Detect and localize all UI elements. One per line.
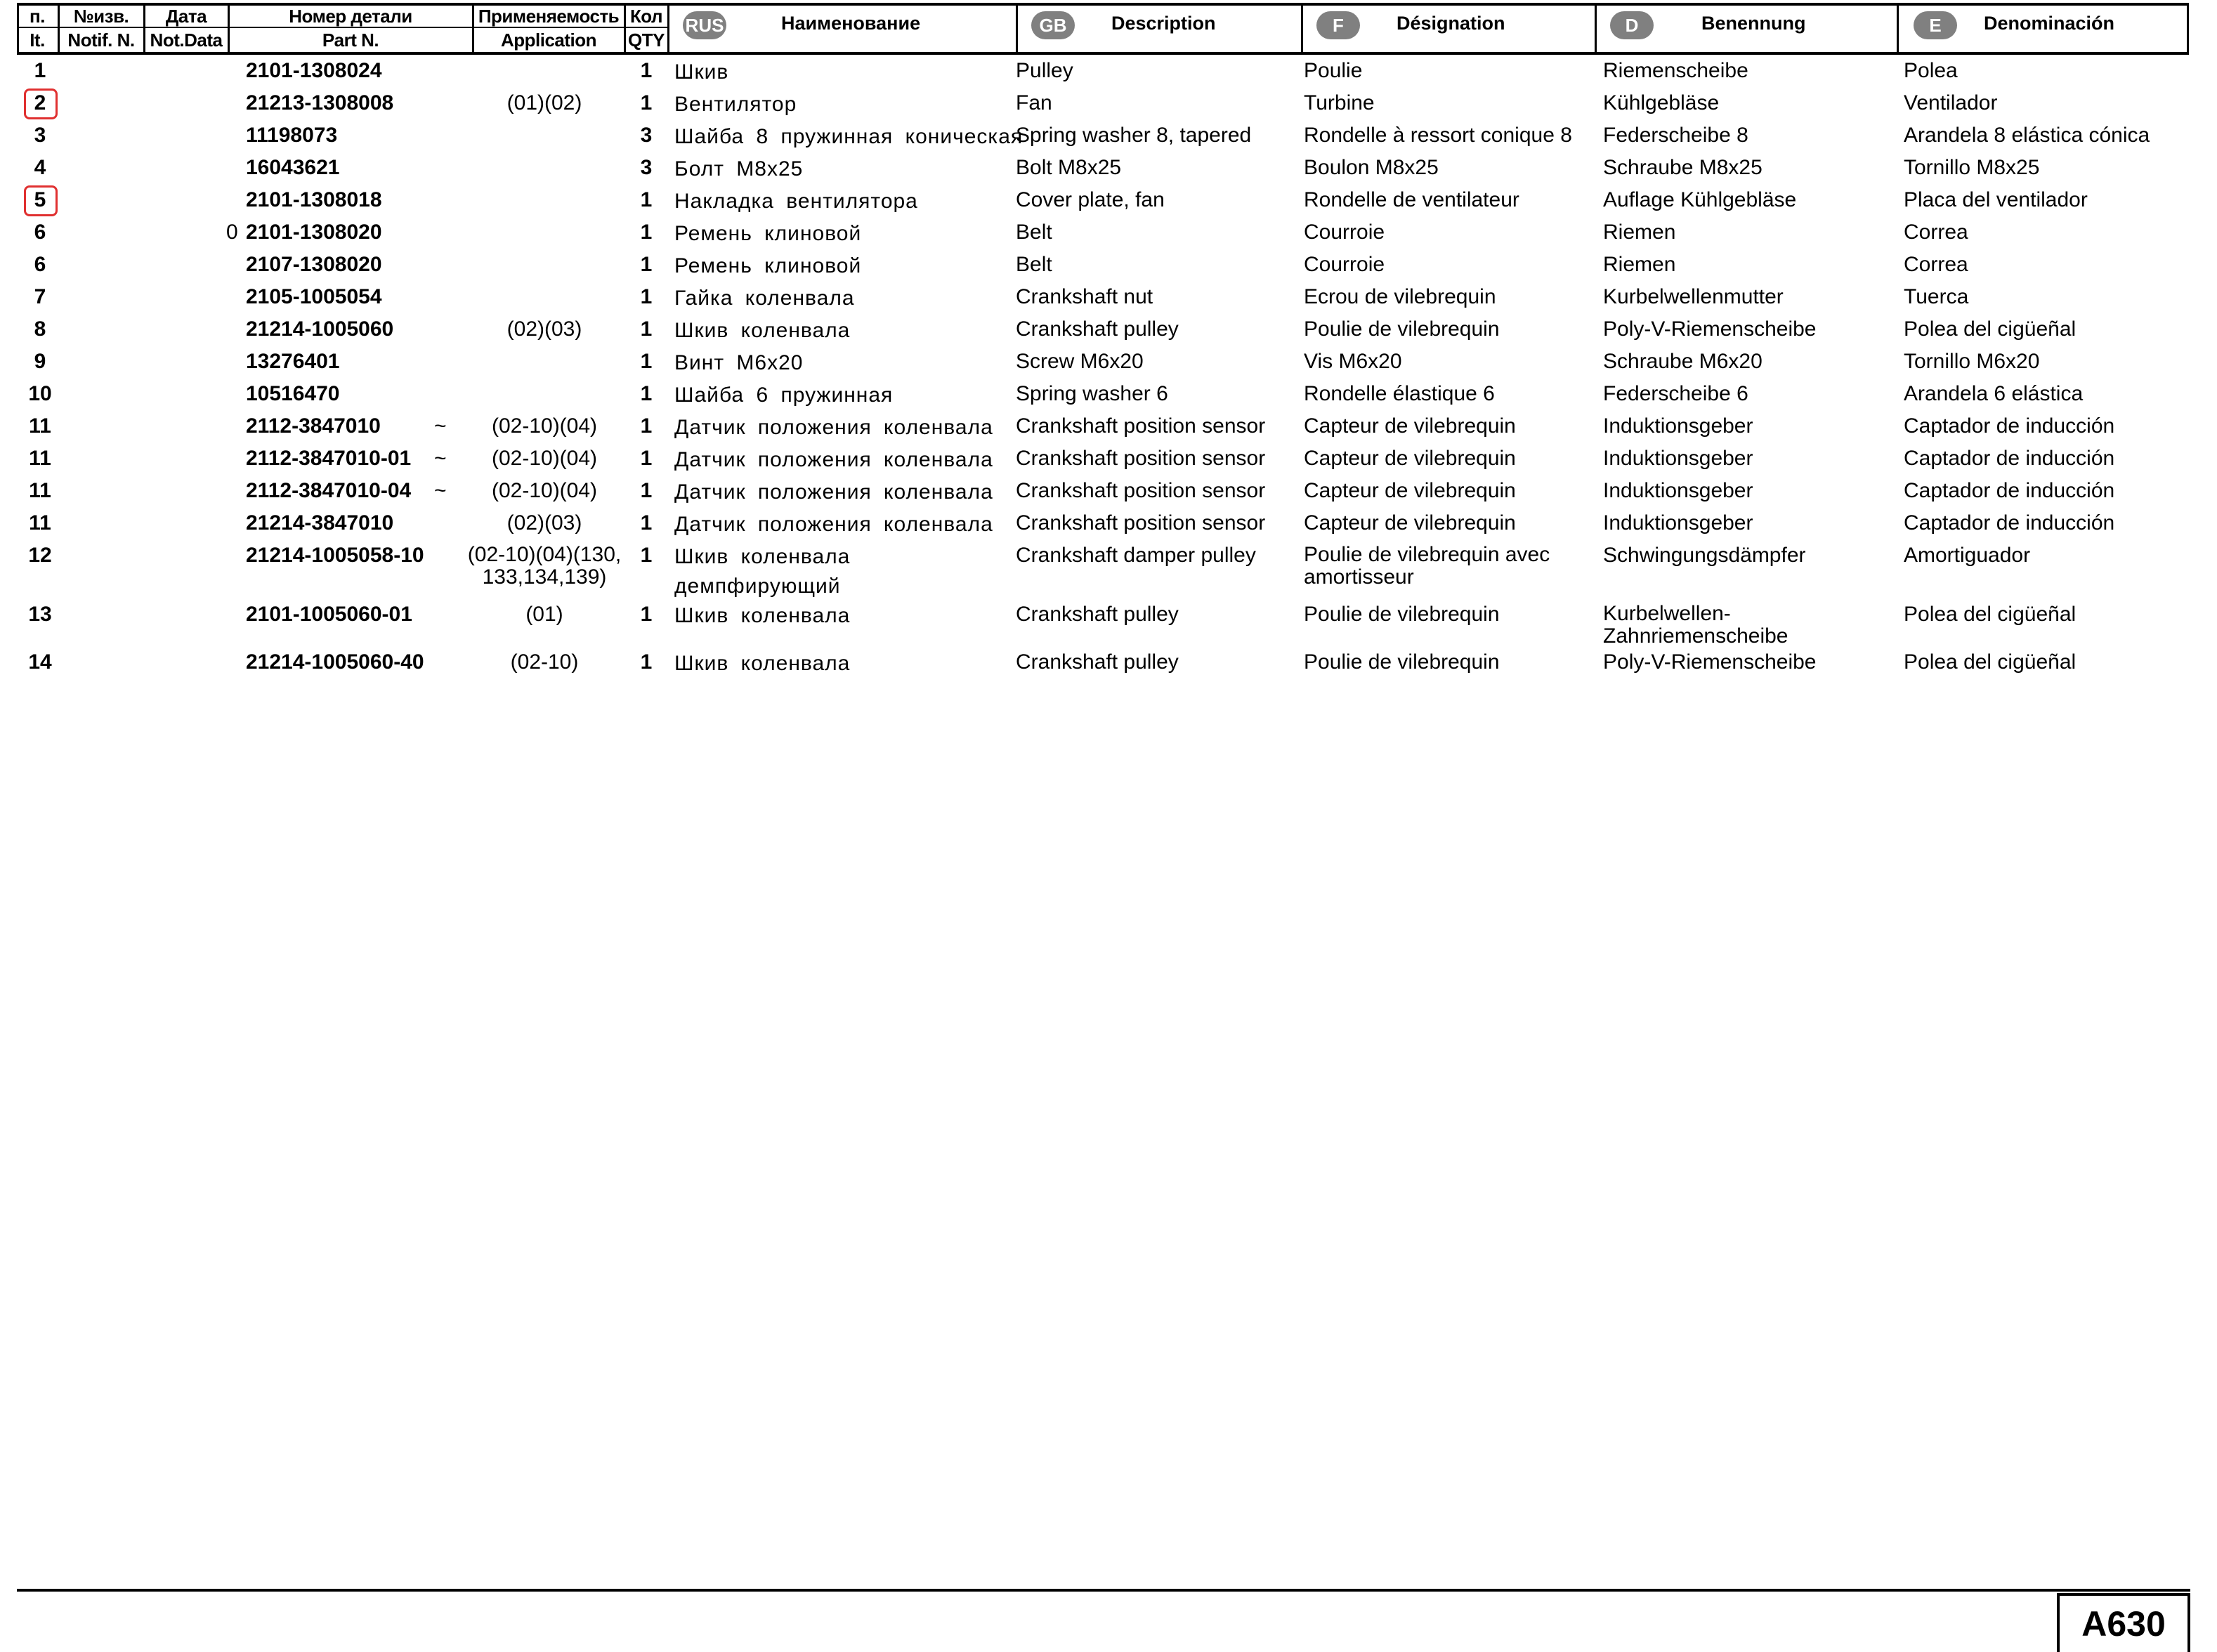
page-code: A630: [2057, 1593, 2190, 1652]
denominacion-e: Polea del cigüeñal: [1904, 317, 2077, 341]
table-row[interactable]: [0, 124, 2217, 156]
item-number: 3: [34, 124, 46, 147]
description-gb: Belt: [1016, 253, 1052, 276]
item-number: 13: [28, 603, 52, 626]
table-row[interactable]: [0, 253, 2217, 285]
quantity: 1: [640, 253, 653, 276]
table-row[interactable]: [0, 317, 2217, 350]
description-gb: Crankshaft position sensor: [1016, 479, 1266, 502]
description-gb: Belt: [1016, 221, 1052, 244]
lang-badge-rus-icon: RUS: [683, 11, 726, 39]
application: (02-10)(04): [491, 479, 598, 502]
part-number: 13276401: [246, 350, 340, 373]
denominacion-e: Captador de inducción: [1904, 414, 2115, 438]
table-row[interactable]: [0, 414, 2217, 447]
name-rus: Шкив коленвала: [674, 604, 851, 627]
tilde-mark: ~: [434, 479, 447, 502]
description-gb: Crankshaft position sensor: [1016, 447, 1266, 470]
quantity: 1: [640, 511, 653, 535]
item-number: 4: [34, 156, 46, 179]
header-border: [2187, 3, 2189, 55]
item-number: 8: [34, 317, 46, 341]
benennung-d: Riemenscheibe: [1603, 59, 1748, 82]
part-number: 10516470: [246, 382, 340, 405]
header-part-en: Part N.: [322, 29, 379, 51]
item-number: 1: [34, 59, 46, 82]
part-number: 2101-1308020: [246, 221, 382, 244]
description-gb: Crankshaft position sensor: [1016, 414, 1266, 438]
designation-f: Courroie: [1304, 221, 1385, 244]
part-number: 16043621: [246, 156, 340, 179]
benennung-d: Kurbelwellen-: [1603, 602, 1731, 625]
header-app-en: Application: [500, 29, 597, 51]
header-name-rus: Наименование: [781, 13, 921, 34]
quantity: 1: [640, 544, 653, 567]
header-it-ru: п.: [30, 6, 45, 27]
name-rus: Шкив коленвала: [674, 319, 851, 342]
application: (01): [525, 603, 563, 626]
part-number: 21213-1308008: [246, 91, 394, 114]
part-number: 21214-3847010: [246, 511, 394, 535]
benennung-d: Schraube M6x20: [1603, 350, 1763, 373]
tilde-mark: ~: [434, 414, 447, 438]
item-number: 6: [34, 253, 46, 276]
denominacion-e: Placa del ventilador: [1904, 188, 2088, 211]
table-row[interactable]: [0, 59, 2217, 91]
name-rus: Ремень клиновой: [674, 222, 862, 245]
part-prefix: 0: [226, 221, 238, 244]
benennung-d: Poly-V-Riemenscheibe: [1603, 317, 1817, 341]
table-row[interactable]: [0, 479, 2217, 511]
table-row[interactable]: [0, 221, 2217, 253]
footer-rule: [17, 1589, 2190, 1592]
denominacion-e: Amortiguador: [1904, 544, 2031, 567]
designation-f: Poulie: [1304, 59, 1363, 82]
part-number: 21214-1005060-40: [246, 650, 424, 674]
header-name-e: Denominación: [1984, 13, 2115, 34]
designation-f: Rondelle de ventilateur: [1304, 188, 1519, 211]
description-gb: Spring washer 8, tapered: [1016, 124, 1252, 147]
quantity: 1: [640, 221, 653, 244]
lang-badge-f-icon: F: [1316, 11, 1360, 39]
quantity: 1: [640, 91, 653, 114]
application: (02-10)(04): [491, 447, 598, 470]
denominacion-e: Correa: [1904, 221, 1968, 244]
name-rus: Датчик положения коленвала: [674, 448, 993, 471]
name-rus: Шкив коленвала: [674, 545, 851, 568]
designation-f: Courroie: [1304, 253, 1385, 276]
part-number: 2105-1005054: [246, 285, 382, 308]
item-number: 11: [29, 511, 51, 535]
designation-f: Ecrou de vilebrequin: [1304, 285, 1496, 308]
header-qty-ru: Кол: [629, 6, 663, 27]
quantity: 1: [640, 59, 653, 82]
denominacion-e: Tuerca: [1904, 285, 1969, 308]
benennung-d: Induktionsgeber: [1603, 511, 1753, 535]
header-border: [1301, 3, 1303, 55]
item-number: 7: [34, 285, 46, 308]
denominacion-e: Captador de inducción: [1904, 479, 2115, 502]
designation-f: Capteur de vilebrequin: [1304, 447, 1516, 470]
header-app-ru: Применяемость: [478, 6, 620, 27]
quantity: 3: [640, 156, 653, 179]
denominacion-e: Arandela 8 elástica cónica: [1904, 124, 2150, 147]
application-cont: 133,134,139): [482, 565, 607, 589]
description-gb: Crankshaft pulley: [1016, 603, 1179, 626]
name-rus: Вентилятор: [674, 93, 797, 116]
header-border: [1897, 3, 1899, 55]
table-row[interactable]: [0, 382, 2217, 414]
benennung-d: Riemen: [1603, 253, 1676, 276]
benennung-d: Schwingungsdämpfer: [1603, 544, 1806, 567]
benennung-d: Poly-V-Riemenscheibe: [1603, 650, 1817, 674]
part-number: 21214-1005058-10: [246, 544, 424, 567]
name-rus: Шкив: [674, 60, 729, 84]
application: (02-10)(04)(130,: [467, 543, 622, 566]
part-number: 2101-1005060-01: [246, 603, 412, 626]
table-row[interactable]: [0, 511, 2217, 544]
benennung-d-cont: Zahnriemenscheibe: [1603, 624, 1788, 648]
quantity: 1: [640, 603, 653, 626]
table-row[interactable]: [0, 603, 2217, 650]
header-notif-en: Notif. N.: [67, 29, 135, 51]
table-row[interactable]: [0, 447, 2217, 479]
tilde-mark: ~: [434, 447, 447, 470]
header-border: [1595, 3, 1597, 55]
description-gb: Cover plate, fan: [1016, 188, 1165, 211]
lang-badge-e-icon: E: [1914, 11, 1957, 39]
item-number: 10: [28, 382, 52, 405]
description-gb: Fan: [1016, 91, 1052, 114]
description-gb: Bolt M8x25: [1016, 156, 1122, 179]
table-row[interactable]: [0, 156, 2217, 188]
designation-f: Rondelle élastique 6: [1304, 382, 1495, 405]
designation-f-cont: amortisseur: [1304, 565, 1414, 589]
item-number: 2: [34, 91, 46, 114]
designation-f: Rondelle à ressort conique 8: [1304, 124, 1572, 147]
quantity: 1: [640, 285, 653, 308]
lang-badge-gb-icon: GB: [1031, 11, 1075, 39]
header-notif-ru: №изв.: [73, 6, 129, 27]
denominacion-e: Arandela 6 elástica: [1904, 382, 2084, 405]
denominacion-e: Correa: [1904, 253, 1968, 276]
description-gb: Screw M6x20: [1016, 350, 1144, 373]
description-gb: Crankshaft position sensor: [1016, 511, 1266, 535]
application: (02-10)(04): [491, 414, 598, 438]
benennung-d: Kurbelwellenmutter: [1603, 285, 1784, 308]
header-it-en: It.: [30, 29, 45, 51]
benennung-d: Federscheibe 8: [1603, 124, 1748, 147]
benennung-d: Kühlgebläse: [1603, 91, 1720, 114]
denominacion-e: Polea del cigüeñal: [1904, 603, 2077, 626]
item-number: 9: [34, 350, 46, 373]
table-row[interactable]: [0, 91, 2217, 124]
quantity: 1: [640, 382, 653, 405]
application: (01)(02): [506, 91, 582, 114]
header-name-gb: Description: [1111, 13, 1216, 34]
name-rus: Датчик положения коленвала: [674, 513, 993, 536]
part-number: 2112-3847010: [246, 414, 381, 438]
designation-f: Poulie de vilebrequin: [1304, 317, 1500, 341]
designation-f: Capteur de vilebrequin: [1304, 414, 1516, 438]
description-gb: Crankshaft nut: [1016, 285, 1153, 308]
description-gb: Pulley: [1016, 59, 1073, 82]
name-rus: Накладка вентилятора: [674, 190, 918, 213]
table-row[interactable]: [0, 285, 2217, 317]
designation-f: Turbine: [1304, 91, 1375, 114]
quantity: 1: [640, 188, 653, 211]
benennung-d: Auflage Kühlgebläse: [1603, 188, 1797, 211]
designation-f: Capteur de vilebrequin: [1304, 511, 1516, 535]
header-border: [667, 3, 669, 55]
quantity: 1: [640, 650, 653, 674]
part-number: 2101-1308018: [246, 188, 382, 211]
benennung-d: Induktionsgeber: [1603, 479, 1753, 502]
description-gb: Spring washer 6: [1016, 382, 1168, 405]
header-date-ru: Дата: [165, 6, 207, 27]
name-rus: Гайка коленвала: [674, 287, 855, 310]
part-number: 2112-3847010-04: [246, 479, 412, 502]
application: (02-10): [510, 650, 579, 674]
table-row[interactable]: [0, 650, 2217, 683]
benennung-d: Induktionsgeber: [1603, 447, 1753, 470]
application: (02)(03): [506, 511, 582, 535]
quantity: 3: [640, 124, 653, 147]
description-gb: Crankshaft damper pulley: [1016, 544, 1256, 567]
part-number: 11198073: [246, 124, 338, 147]
quantity: 1: [640, 479, 653, 502]
header-name-d: Benennung: [1701, 13, 1806, 34]
item-number: 11: [29, 447, 51, 470]
denominacion-e: Polea: [1904, 59, 1958, 82]
name-rus: Болт M8x25: [674, 157, 804, 181]
name-rus: Шайба 8 пружинная коническая: [674, 125, 1024, 148]
table-row[interactable]: [0, 188, 2217, 221]
item-number: 11: [29, 414, 51, 438]
description-gb: Crankshaft pulley: [1016, 317, 1179, 341]
name-rus: Винт M6x20: [674, 351, 804, 374]
denominacion-e: Ventilador: [1904, 91, 1998, 114]
quantity: 1: [640, 447, 653, 470]
part-number: 2107-1308020: [246, 253, 382, 276]
header-name-f: Désignation: [1397, 13, 1505, 34]
header-border: [1016, 3, 1018, 55]
denominacion-e: Captador de inducción: [1904, 511, 2115, 535]
item-number: 5: [34, 188, 46, 211]
item-number: 12: [28, 544, 52, 567]
table-row[interactable]: [0, 350, 2217, 382]
part-number: 2101-1308024: [246, 59, 382, 82]
denominacion-e: Polea del cigüeñal: [1904, 650, 2077, 674]
denominacion-e: Tornillo M8x25: [1904, 156, 2040, 179]
item-number: 11: [29, 479, 51, 502]
benennung-d: Schraube M8x25: [1603, 156, 1763, 179]
designation-f: Poulie de vilebrequin: [1304, 650, 1500, 674]
benennung-d: Riemen: [1603, 221, 1676, 244]
denominacion-e: Captador de inducción: [1904, 447, 2115, 470]
designation-f: Capteur de vilebrequin: [1304, 479, 1516, 502]
name-rus-cont: демпфирующий: [674, 575, 841, 598]
part-number: 2112-3847010-01: [246, 447, 412, 470]
quantity: 1: [640, 350, 653, 373]
description-gb: Crankshaft pulley: [1016, 650, 1179, 674]
designation-f: Boulon M8x25: [1304, 156, 1439, 179]
designation-f: Vis M6x20: [1304, 350, 1402, 373]
item-number: 6: [34, 221, 46, 244]
lang-badge-d-icon: D: [1610, 11, 1654, 39]
designation-f: Poulie de vilebrequin avec: [1304, 543, 1550, 566]
item-number: 14: [28, 650, 52, 674]
designation-f: Poulie de vilebrequin: [1304, 603, 1500, 626]
application: (02)(03): [506, 317, 582, 341]
benennung-d: Federscheibe 6: [1603, 382, 1748, 405]
benennung-d: Induktionsgeber: [1603, 414, 1753, 438]
name-rus: Шайба 6 пружинная: [674, 383, 894, 407]
part-number: 21214-1005060: [246, 317, 394, 341]
name-rus: Датчик положения коленвала: [674, 480, 993, 504]
name-rus: Шкив коленвала: [674, 652, 851, 675]
table-row[interactable]: [0, 544, 2217, 603]
header-date-en: Not.Data: [150, 29, 223, 51]
denominacion-e: Tornillo M6x20: [1904, 350, 2040, 373]
header-part-ru: Номер детали: [289, 6, 412, 27]
header-qty-en: QTY: [628, 29, 665, 51]
quantity: 1: [640, 317, 653, 341]
name-rus: Ремень клиновой: [674, 254, 862, 277]
name-rus: Датчик положения коленвала: [674, 416, 993, 439]
quantity: 1: [640, 414, 653, 438]
